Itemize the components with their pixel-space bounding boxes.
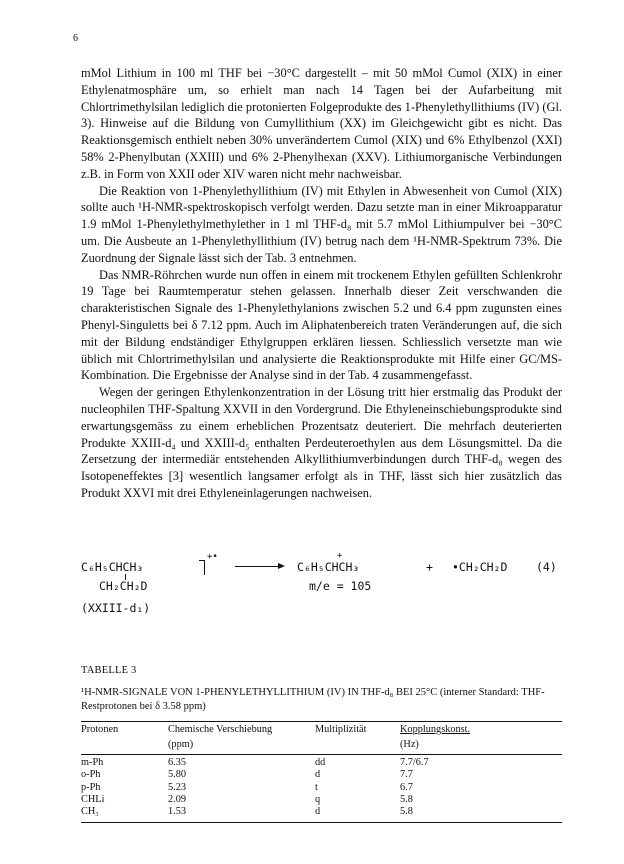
nmr-table xyxy=(81,721,562,823)
table-cell: t xyxy=(315,781,318,793)
table-cell: 5.80 xyxy=(168,769,187,781)
product1-mass: m/e = 105 xyxy=(309,579,372,593)
table-cell: 1.53 xyxy=(168,806,315,822)
table-cell: 6.35 xyxy=(168,756,187,768)
body-text xyxy=(81,65,562,502)
table-cell: CHLi xyxy=(81,794,105,806)
table-cell: p-Ph xyxy=(81,781,101,793)
column-unit: (ppm) xyxy=(168,738,315,754)
page-number: 6 xyxy=(73,33,78,44)
table-cell: 6.7 xyxy=(400,781,413,793)
table-cell: o-Ph xyxy=(81,769,101,781)
table-cell: 7.7 xyxy=(400,769,413,781)
table-cell: d xyxy=(315,806,400,822)
paragraph: Das NMR-Röhrchen wurde nun offen in einem mit trockenem Ethylen gefüllten Schlenkrohr 19 Tage bei Raumtemperatur stehen gelassen. Innerhalb dieser Zeit verschwanden die charakteristischen Signale des 1-Phenylethylanions zwischen 5.2 und 6.4 ppm zugunsten eines Phenyl-Singuletts bei δ 7.12 ppm. Auch im Aliphatenbereich traten Veränderungen auf, die sich mit der Bildung endständiger Ethylgruppen erklären liessen. Schliesslich versetzte man wie üblich mit Chlortrimethylsilan und analysierte die Reaktionsprodukte mit Hilfe einer GC/MS-Kombination. Die Ergebnisse der Analyse sind in der Tab. 4 zusammengefasst. xyxy=(81,267,562,383)
table-cell: 5.23 xyxy=(168,781,187,793)
table-cell: 2.09 xyxy=(168,794,187,806)
table-cell: 5.8 xyxy=(400,806,562,822)
table-label: TABELLE 3 xyxy=(81,665,137,676)
column-header: Protonen xyxy=(81,722,168,739)
reactant-label: (XXIII-d₁) xyxy=(81,601,151,615)
reaction-equation xyxy=(81,551,562,618)
plus-sign: + xyxy=(426,560,433,574)
column-header: Multiplizität xyxy=(315,722,400,739)
column-unit xyxy=(315,738,400,754)
radical-cation-charge: +• xyxy=(207,552,218,562)
product2-formula: •CH₂CH₂D xyxy=(452,560,508,574)
table-cell: q xyxy=(315,794,321,806)
equation-number: (4) xyxy=(536,560,557,574)
table-cell: 5.8 xyxy=(400,794,413,806)
table-row xyxy=(81,806,562,822)
column-header: Chemische Verschiebung xyxy=(168,722,315,739)
column-header: Kopplungskonst. xyxy=(400,722,562,739)
paragraph: mMol Lithium in 100 ml THF bei −30°C dargestellt – mit 50 mMol Cumol (XIX) in einer Ethylenatmosphäre um, so erhielt man nach 14 Tagen bei der Aufarbeitung mit Chlortrimethylsilan lediglich die protonierten Folgeprodukte des 1-Phenylethyllithiums (IV) (Gl. 3). Hinweise auf die Bildung von Cumyllithium (XX) im Gleichgewicht gibt es nicht. Das Reaktionsgemisch enthielt neben 30% unverändertem Cumol (XIX) und 6% Ethylbenzol (XXI) 58% 2-Phenylbutan (XXIII) und 6% 2-Phenylhexan (XXV). Lithiumorganische Verbindungen z.B. in Form von XXII oder XIV waren nicht mehr nachweisbar. xyxy=(81,66,562,181)
table-row xyxy=(81,794,562,806)
column-unit xyxy=(81,738,168,754)
reactant-formula: C₆H₅CHCH₃ xyxy=(81,560,144,574)
column-unit: (Hz) xyxy=(400,738,562,754)
paragraph: Wegen der geringen Ethylenkonzentration in der Lösung tritt hier erstmalig das Produkt der nucleophilen THF-Spaltung XXVII in den Vordergrund. Die Ethyleneinschiebungsprodukte sind erwartungsgemäss zu einem erheblichen Prozentsatz deuteriert. Die mehrfach deuterierten Produkte XXIII-d₄ und XXIII-d₅ enthalten Perdeuteroethylen aus dem Lösungsmittel. Da die Zersetzung der intermediär entstehenden Alkyllithiumverbindungen durch THF-d₈ wegen des Isotopeneffektes [3] wesentlich langsamer erfolgt als in THF, lässt sich hier zusätzlich das Produkt XXVI mit drei Ethyleneinlagerungen nachweisen. xyxy=(81,385,562,500)
table-cell: m-Ph xyxy=(81,756,104,768)
product1-formula: C₆H₅CHCH₃ xyxy=(297,560,360,574)
table-row xyxy=(81,782,562,794)
table-cell: CH₃ xyxy=(81,806,168,822)
table-caption: ¹H-NMR-SIGNALE VON 1-PHENYLETHYLLITHIUM (IV) IN THF-d₈ BEI 25°C (interner Standard: THF-Restprotonen bei δ 3.58 ppm) xyxy=(81,687,545,712)
table-cell: d xyxy=(315,769,321,781)
table-row xyxy=(81,754,562,769)
product1-charge: + xyxy=(337,551,343,561)
paragraph: Die Reaktion von 1-Phenylethyllithium (IV) mit Ethylen in Abwesenheit von Cumol (XIX) sollte auch ¹H-NMR-spektroskopisch verfolgt werden. Dazu setzte man in einer Mikroapparatur 1.9 mMol 1-Phenylethylmethylether in 1 ml THF-d₈ mit 5.7 mMol Lithiumpulver bei −30°C um. Die Ausbeute an 1-Phenylethyllithium (IV) betrug nach dem ¹H-NMR-Spektrum 73%. Die Zuordnung der Signale lässt sich der Tab. 3 entnehmen. xyxy=(81,183,562,265)
reactant-branch: CH₂CH₂D xyxy=(99,579,148,593)
table-cell: 7.7/6.7 xyxy=(400,756,429,768)
table-row xyxy=(81,769,562,781)
radical-cation-bracket xyxy=(199,560,205,575)
table-cell: dd xyxy=(315,756,326,768)
reaction-arrow xyxy=(235,566,283,567)
